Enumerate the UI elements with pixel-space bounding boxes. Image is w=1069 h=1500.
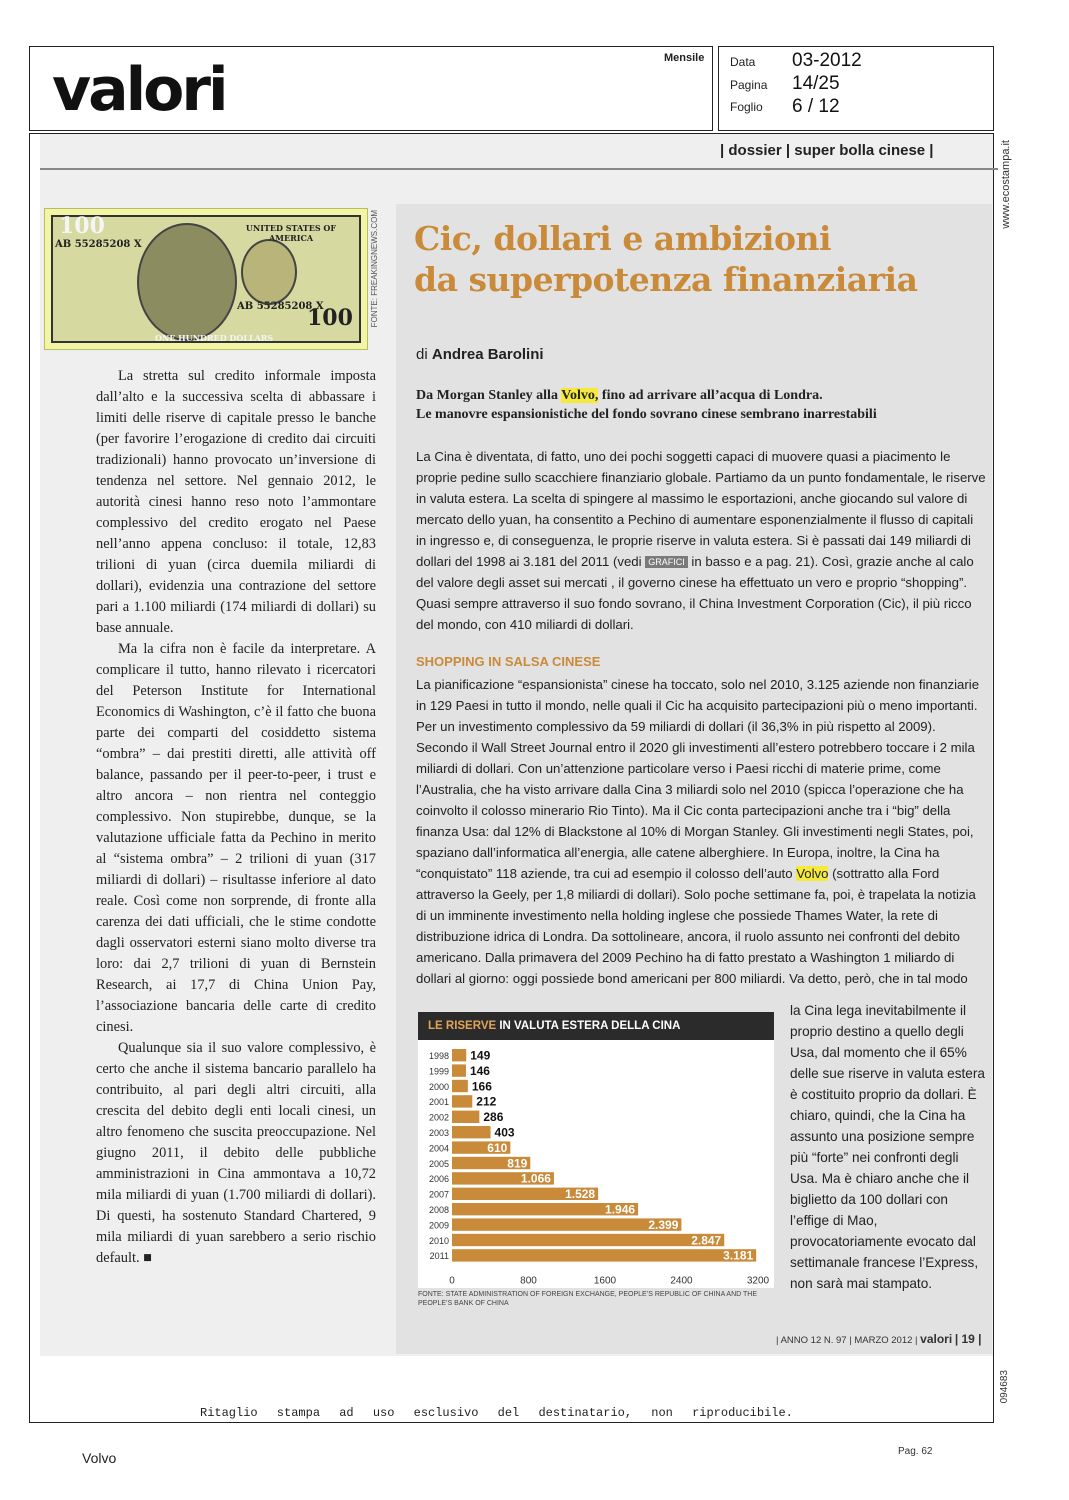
- value-label: 146: [469, 1063, 490, 1078]
- article-title: [414, 218, 984, 300]
- p1-text-b: in basso e a pag. 21). Così, grazie anche al calo del valore degli asset sui mercati , il governo cinese ha effettuato un vero e proprio “shopping”. Quasi sempre attraverso il suo fondo sovrano, il China Investment Corporation (Cic), il più ricco del mondo, con 410 miliardi di dollari.: [416, 554, 974, 632]
- banknote-illustration: [44, 208, 368, 350]
- lead-part-c: Le manovre espansionistiche del fondo sovrano cinese sembrano inarrestabili: [416, 407, 877, 422]
- chart-title: [418, 1012, 774, 1040]
- grafici-badge: GRAFICI: [645, 556, 688, 568]
- website-mark: www.ecostampa.it: [1000, 140, 1012, 229]
- value-label: 2.399: [648, 1217, 679, 1232]
- year-label: 2011: [429, 1251, 449, 1262]
- section-rule: [40, 168, 998, 170]
- x-tick-label: 800: [520, 1275, 537, 1287]
- author-name: Andrea Barolini: [431, 346, 544, 363]
- chart-svg: [418, 1040, 774, 1288]
- p2-text-b: (sottratto alla Ford attraverso la Geely, per 1,8 miliardi di dollari). Solo poche settimane fa, poi, è trapelata la notizia di un imminente investimento nella holding inglese che possiede Thames Water, la rete di distribuzione idrica di Londra. Da sottolineare, ancora, il ruolo assunto nei confronti del debito americano. Dalla primavera del 2009 Pechino ha di fatto prestato a Washington 1 miliardo di dollari al giorno: oggi possiede bond americani per 800 miliardi. Va detto, però, che in tal modo: [416, 866, 976, 986]
- chart-title-accent: LE RISERVE: [428, 1020, 497, 1032]
- year-label: 2010: [428, 1235, 449, 1246]
- value-label: 403: [494, 1125, 515, 1140]
- data-value: 03-2012: [792, 50, 862, 71]
- left-paragraph-2: Ma la cifra non è facile da interpretare. A complicare il tutto, hanno rilevato i ricercatori del Peterson Institute for International Economics di Washington, c’è il fatto che buona parte dei comparti del cosiddetto sistema “ombra” – dai prestiti diretti, alle attività off balance, passando per il peer-to-peer, i trust e altro ancora – non rientra nel conteggio complessivo. Non stupirebbe, dunque, se la valutazione ufficiale fatta da Pechino in merito al “sistema ombra” – 2 trilioni di yuan (317 miliardi di dollari) – risultasse inferiore al dato reale. Così come non sorprende, di fronte alla carenza dei dati ufficiali, che le stime condotte dagli osservatori esterni siano molto diverse tra loro: dai 2,7 trilioni di yuan di Bernstein Research, ai 17,7 di China Union Pay, l’associazione bancaria delle carte di credito cinesi.: [96, 641, 376, 1035]
- banknote-serial-2: AB 55285208 X: [237, 301, 324, 312]
- magazine-footer: [776, 1332, 982, 1346]
- footer-brand: valori: [920, 1332, 953, 1346]
- p1-text-a: La Cina è diventata, di fatto, uno dei pochi soggetti capaci di muovere quasi a piacimento le proprie pedine sullo scacchiere finanziario globale. Partiamo da un punto fondamentale, le riserve in valuta estera. La scelta di spingere al massimo le esportazioni, anche giocando sul valore di mercato dello yuan, ha consentito a Pechino di aumentare esponenzialmente il flusso di capitali in ingresso e, di conseguenza, le proprie riserve in valuta estera. Si è passati dai 149 miliardi di dollari del 1998 ai 3.181 del 2011 (vedi: [416, 449, 986, 569]
- data-label: Data: [730, 55, 756, 69]
- article-paragraph-1: [416, 446, 986, 635]
- banknote-banner: UNITED STATES OF AMERICA: [245, 223, 337, 243]
- value-label: 1.528: [565, 1187, 596, 1202]
- value-label: 212: [476, 1094, 497, 1109]
- p2-text-a: La pianificazione “espansionista” cinese ha toccato, solo nel 2010, 3.125 aziende non finanziarie in 129 Paesi in tutto il mondo, nelle quali il Cic ha acquisito partecipazioni più o meno importanti. Per un investimento complessivo da 59 miliardi di dollari (il 36,3% in più rispetto al 2009). Secondo il Wall Street Journal entro il 2020 gli investimenti all’estero potrebbero toccare i 2 mila miliardi di dollari. Con un’attenzione particolare verso i Paesi ricchi di materie prime, come l’Australia, che ha visto arrivare dalla Cina 3 miliardi solo nel 2010 (spicca l’operazione che ha coinvolto il colosso minerario Rio Tinto). Ma il Cic conta partecipazioni anche tra i “big” della finanza Usa: dal 12% di Blackstone al 10% di Morgan Stanley. Gli investimenti negli States, poi, spaziano dall’informatica all’energia, alle catene alberghiere. In Europa, inoltre, la Cina ha “conquistato” 118 aziende, tra cui ad esempio il colosso dell’auto: [416, 677, 980, 881]
- year-label: 1998: [428, 1051, 449, 1061]
- banknote-serial: AB 55285208 X: [55, 239, 142, 250]
- year-label: 2000: [428, 1081, 449, 1092]
- pagina-value: 14/25: [792, 73, 840, 94]
- image-credit: FONTE: FREAKINGNEWS.COM: [370, 210, 379, 328]
- year-label: 2004: [428, 1143, 449, 1154]
- year-label: 2002: [428, 1112, 449, 1123]
- year-label: 1999: [428, 1066, 449, 1077]
- article-paragraph-2: [416, 674, 986, 989]
- year-label: 2005: [428, 1158, 449, 1169]
- x-tick-label: 1600: [593, 1275, 617, 1287]
- left-paragraph-3: Qualunque sia il suo valore complessivo, è certo che anche il sistema bancario parallelo ha contribuito, al pari degli altri circuiti, alla crescita del debito degli enti locali cinesi, un altro fenomeno che suscita preoccupazione. Nel giugno 2011, il debito delle pubbliche amministrazioni in Cina ammontava a 10,72 mila miliardi di yuan (1.700 miliardi di dollari). Di questi, ha sostenuto Standard Chartered, 9 mila miliardi di yuan sarebbero a serio rischio default. ■: [96, 1040, 376, 1266]
- document-code: 094683: [999, 1370, 1010, 1404]
- issue-info: | ANNO 12 N. 97 | MARZO 2012 |: [776, 1335, 918, 1346]
- year-label: 2001: [428, 1097, 449, 1108]
- value-label: 166: [471, 1079, 492, 1094]
- article-side-text: la Cina lega inevitabilmente il proprio destino a quello degli Usa, dal momento che il 65% delle sue riserve in valuta estera è costituito proprio da dollari. È chiaro, quindi, che la Cina ha assunto una posizione sempre più “forte” nei confronti degli Usa. Ma è chiaro anche che il biglietto da 100 dollari con l’effige di Mao, provocatoriamente evocato dal settimanale francese l’Express, non sarà mai stampato.: [790, 1003, 985, 1291]
- bar-2010: [452, 1234, 724, 1246]
- lead-highlight: Volvo,: [561, 388, 599, 403]
- chart-title-rest: IN VALUTA ESTERA DELLA CINA: [496, 1020, 681, 1032]
- bar-1998: [452, 1049, 466, 1061]
- frequency-label: Mensile: [664, 52, 705, 64]
- x-tick-label: 3200: [746, 1275, 770, 1287]
- value-label: 286: [483, 1110, 504, 1125]
- value-label: 1.946: [605, 1202, 636, 1217]
- bar-2002: [452, 1111, 479, 1123]
- bar-2011: [452, 1249, 756, 1261]
- value-label: 2.847: [691, 1233, 722, 1248]
- reproduction-notice: Ritaglio stampa ad uso esclusivo del destinatario, non riproducibile.: [200, 1406, 793, 1420]
- x-tick-label: 2400: [670, 1275, 693, 1287]
- bar-2009: [452, 1218, 681, 1230]
- pagina-label: Pagina: [730, 78, 768, 92]
- foglio-label: Foglio: [730, 100, 763, 114]
- lead-part-a: Da Morgan Stanley alla: [416, 388, 562, 403]
- left-paragraph-1: La stretta sul credito informale imposta dall’alto e la successiva scelta di abbassare i limiti delle riserve di capitale presso le banche (per favorire l’erogazione di credito dai circuiti tradizionali) hanno provocato un’inversione di tendenza nel settore. Nel gennaio 2012, le autorità cinesi hanno reso noto l’ammontare complessivo del credito erogato nel Paese nell’anno appena concluso: il totale, 12,83 trilioni di yuan (circa duemila miliardi di dollari), evidenzia una contrazione del settore pari a 1.100 miliardi (174 miliardi di dollari) su base annuale.: [96, 368, 376, 636]
- year-label: 2003: [428, 1128, 449, 1138]
- banknote-bottom-text: ONE HUNDRED DOLLARS: [155, 333, 274, 343]
- p2-highlight: Volvo: [796, 866, 829, 881]
- value-label: 3.181: [723, 1248, 754, 1263]
- banknote-corner-top: 100: [59, 213, 105, 239]
- value-label: 610: [487, 1140, 508, 1155]
- bar-2001: [452, 1095, 472, 1107]
- value-label: 149: [470, 1048, 491, 1063]
- section-tag: | dossier | super bolla cinese |: [720, 142, 934, 159]
- footer-page: | 19 |: [954, 1332, 982, 1346]
- subheading: SHOPPING IN SALSA CINESE: [416, 654, 601, 669]
- banknote-corner-bottom: 100: [307, 305, 353, 331]
- x-tick-label: 0: [449, 1275, 455, 1287]
- publication-logo: valori: [52, 55, 226, 125]
- byline-prefix: di: [416, 346, 428, 363]
- chart-source: FONTE: STATE ADMINISTRATION OF FOREIGN EXCHANGE, PEOPLE’S REPUBLIC OF CHINA AND THE PEOPLE’S BANK OF CHINA: [418, 1291, 758, 1307]
- bar-2003: [452, 1126, 491, 1138]
- value-label: 819: [507, 1156, 528, 1171]
- portrait-icon: [137, 223, 237, 341]
- keyword-label: Volvo: [82, 1450, 117, 1466]
- value-label: 1.066: [520, 1171, 551, 1186]
- byline: [416, 346, 544, 363]
- reserves-chart: [418, 1012, 774, 1288]
- clipping-page-number: Pag. 62: [898, 1446, 933, 1457]
- article-lead: [416, 386, 986, 424]
- year-label: 2008: [428, 1205, 449, 1215]
- bar-1999: [452, 1064, 466, 1076]
- foglio-value: 6 / 12: [792, 96, 840, 117]
- left-column: [96, 366, 376, 1269]
- title-line-2: da superpotenza finanziaria: [414, 260, 918, 299]
- bar-2000: [452, 1080, 468, 1092]
- seal-icon: [241, 239, 297, 305]
- year-label: 2007: [428, 1189, 449, 1200]
- title-line-1: Cic, dollari e ambizioni: [414, 219, 832, 258]
- year-label: 2006: [428, 1174, 449, 1185]
- year-label: 2009: [428, 1220, 449, 1231]
- lead-part-b: fino ad arrivare all’acqua di Londra.: [598, 388, 823, 403]
